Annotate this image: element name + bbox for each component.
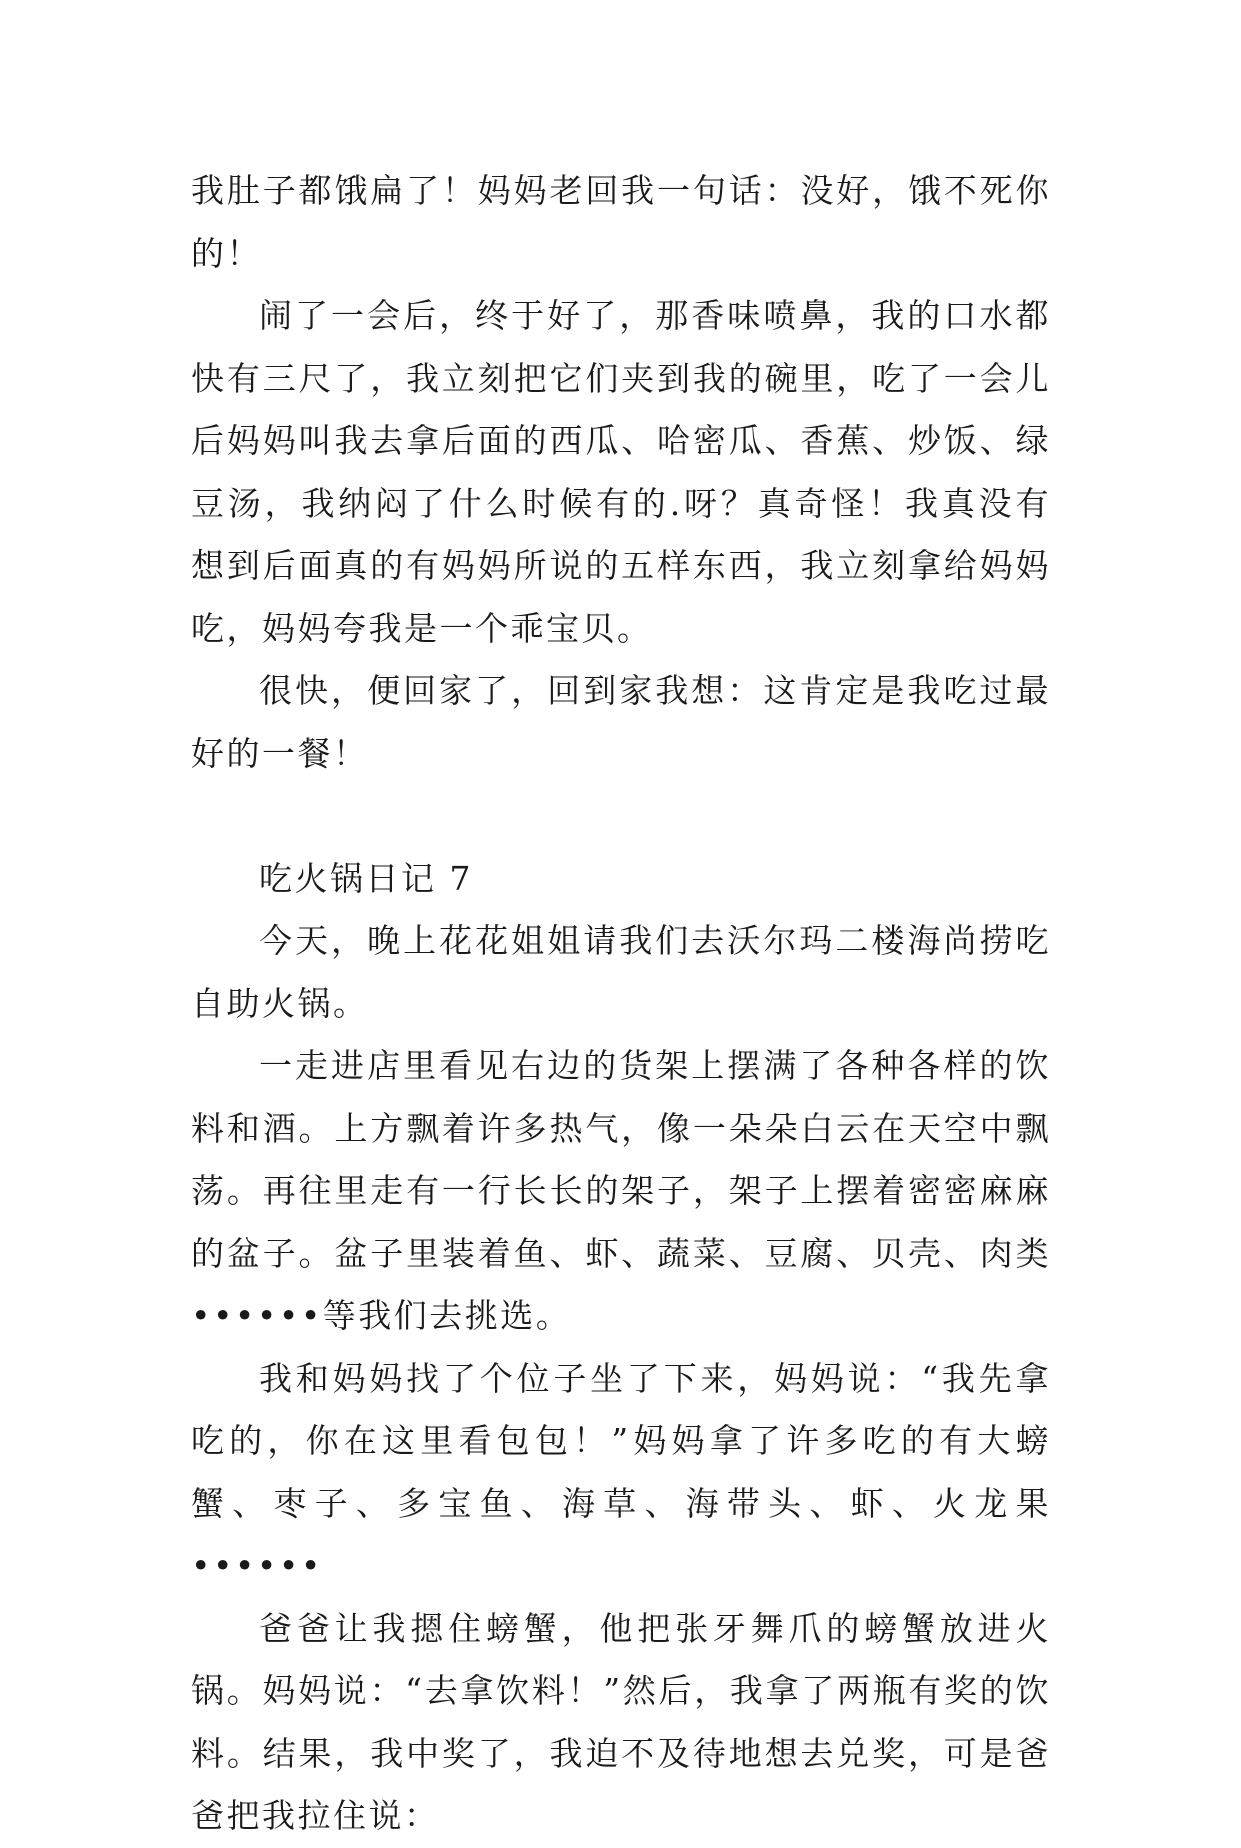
paragraph-2: 闹了一会后，终于好了，那香味喷鼻，我的口水都快有三尺了，我立刻把它们夹到我的碗里，吃了一会儿后妈妈叫我去拿后面的西瓜、哈密瓜、香蕉、炒饭、绿豆汤，我纳闷了什么时候有的.呀？真奇怪！我真没有想到后面真的有妈妈所说的五样东西，我立刻拿给妈妈吃，妈妈夸我是一个乖宝贝。: [191, 296, 1051, 648]
paragraph-1: 我肚子都饿扁了！妈妈老回我一句话：没好，饿不死你的！: [191, 171, 1051, 273]
paragraph-6: 我和妈妈找了个位子坐了下来，妈妈说：“我先拿吃的，你在这里看包包！”妈妈拿了许多吃的有大螃蟹、枣子、多宝鱼、海草、海带头、虾、火龙果••••••: [191, 1358, 1051, 1585]
section-title: 吃火锅日记 7: [259, 858, 473, 898]
paragraph-5: 一走进店里看见右边的货架上摆满了各种各样的饮料和酒。上方飘着许多热气，像一朵朵白云在天空中飘荡。再往里走有一行长长的架子，架子上摆着密密麻麻的盆子。盆子里装着鱼、虾、蔬菜、豆腐、贝壳、肉类••••••等我们去挑选。: [191, 1046, 1051, 1335]
paragraph-7: 爸爸让我摁住螃蟹，他把张牙舞爪的螃蟹放进火锅。妈妈说：“去拿饮料！”然后，我拿了两瓶有奖的饮料。结果，我中奖了，我迫不及待地想去兑奖，可是爸爸把我拉住说：: [191, 1608, 1051, 1835]
paragraph-4: 今天，晚上花花姐姐请我们去沃尔玛二楼海尚捞吃自助火锅。: [191, 921, 1051, 1023]
paragraph-3: 很快，便回家了，回到家我想：这肯定是我吃过最好的一餐！: [191, 671, 1051, 773]
section-spacer: [191, 785, 1051, 848]
document-body: [191, 160, 1051, 1848]
